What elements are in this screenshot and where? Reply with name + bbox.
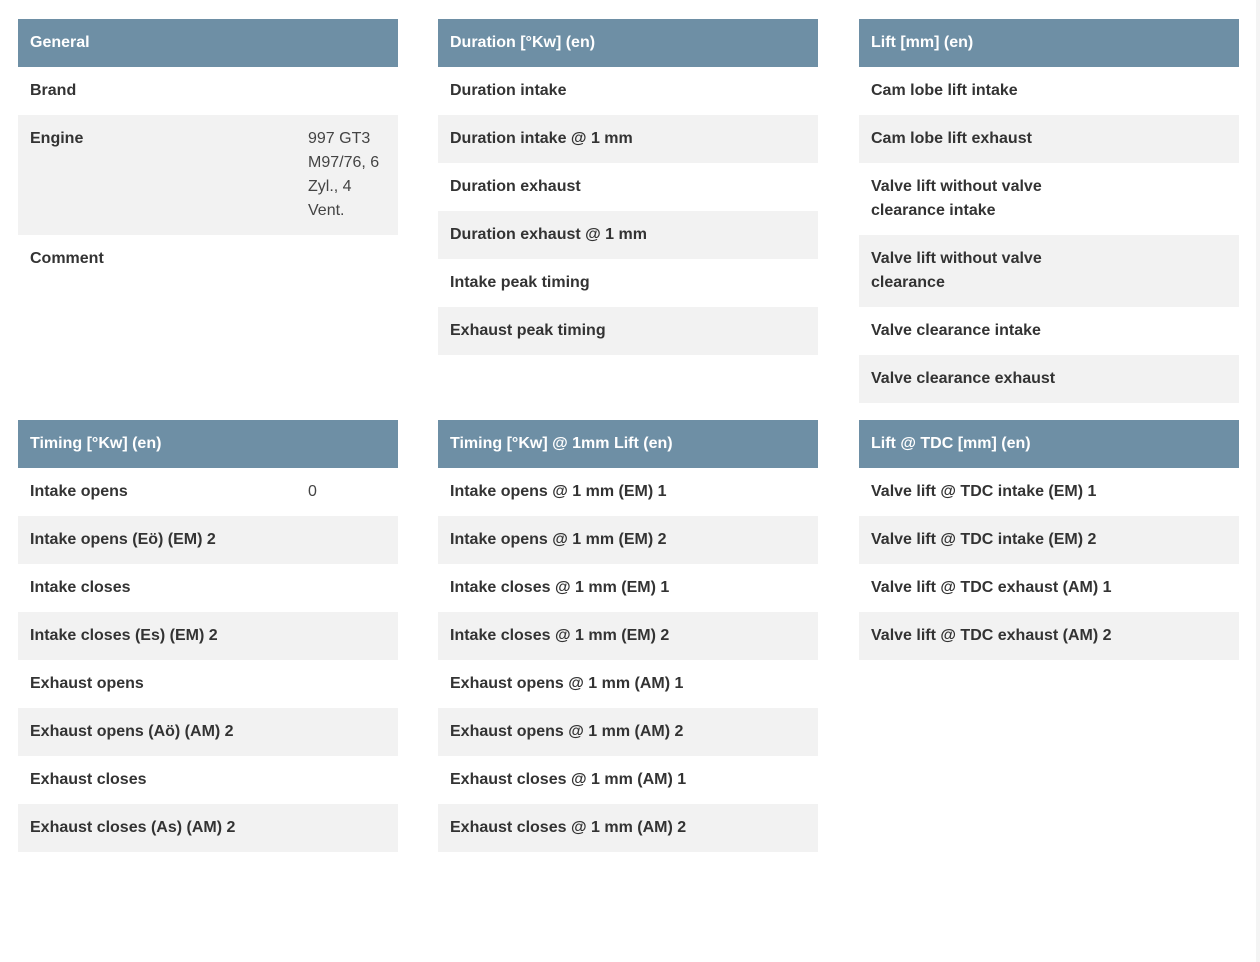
table-row [438,67,818,115]
table-row [859,307,1239,355]
table-row [859,564,1239,612]
table-row [438,708,818,756]
panel-timing-1mm [438,420,818,852]
table-row [438,468,818,516]
table-row [18,708,398,756]
row-label: Exhaust closes (As) (AM) 2 [30,819,236,836]
table-row [438,307,818,355]
row-label: Intake opens [30,483,128,500]
row-label: Exhaust peak timing [450,322,606,339]
row-label: Duration exhaust [450,178,581,195]
row-label: Valve clearance exhaust [871,370,1056,387]
table-row [18,612,398,660]
row-label: Intake opens @ 1 mm (EM) 2 [450,531,667,548]
row-label: Cam lobe lift exhaust [871,130,1032,147]
panel-title: Duration [°Kw] (en) [438,19,818,67]
table-row [438,211,818,259]
row-label: Intake closes (Es) (EM) 2 [30,627,218,644]
table-row [859,235,1239,307]
row-label: Exhaust opens (Aö) (AM) 2 [30,723,234,740]
panel-general [18,19,398,283]
row-label: Intake opens (Eö) (EM) 2 [30,531,216,548]
row-label: Intake closes [30,579,131,596]
row-label: Exhaust closes [30,771,147,788]
table-row [438,516,818,564]
row-label: Exhaust closes @ 1 mm (AM) 1 [450,771,687,788]
row-label: Cam lobe lift intake [871,82,1018,99]
table-row [18,564,398,612]
row-label: Engine [30,130,84,147]
row-label: Valve lift @ TDC exhaust (AM) 1 [871,579,1112,596]
panel-lift [859,19,1239,403]
row-label: Valve lift @ TDC intake (EM) 2 [871,531,1097,548]
panel-duration [438,19,818,355]
table-row [438,660,818,708]
row-label: Intake closes @ 1 mm (EM) 1 [450,579,670,596]
row-label: Valve lift without valve clearance [871,250,1042,291]
row-value: 997 GT3 M97/76, 6 Zyl., 4 Vent. [308,130,380,219]
table-row [18,115,398,235]
table-row [18,468,398,516]
table-row [438,564,818,612]
row-label: Valve clearance intake [871,322,1041,339]
table-row [438,612,818,660]
row-label: Exhaust opens @ 1 mm (AM) 1 [450,675,684,692]
row-label: Exhaust opens @ 1 mm (AM) 2 [450,723,684,740]
row-label: Duration exhaust @ 1 mm [450,226,647,243]
table-row [438,115,818,163]
table-row [859,612,1239,660]
row-label: Intake closes @ 1 mm (EM) 2 [450,627,670,644]
table-row [18,804,398,852]
panel-title: Lift [mm] (en) [859,19,1239,67]
table-row [859,516,1239,564]
table-row [859,67,1239,115]
scrollbar-track[interactable] [1256,0,1260,962]
table-row [859,115,1239,163]
table-row [18,516,398,564]
row-label: Valve lift @ TDC exhaust (AM) 2 [871,627,1112,644]
row-label: Comment [30,250,104,267]
table-row [18,235,398,283]
row-label: Intake opens @ 1 mm (EM) 1 [450,483,667,500]
row-label: Exhaust closes @ 1 mm (AM) 2 [450,819,687,836]
table-row [438,259,818,307]
panel-title: Timing [°Kw] (en) [18,420,398,468]
table-row [438,163,818,211]
row-label: Brand [30,82,77,99]
panel-title: General [18,19,398,67]
row-label: Valve lift without valve clearance intake [871,178,1042,219]
row-label: Valve lift @ TDC intake (EM) 1 [871,483,1097,500]
row-label: Duration intake @ 1 mm [450,130,633,147]
table-row [859,355,1239,403]
panel-lift-tdc [859,420,1239,660]
panel-timing [18,420,398,852]
row-label: Duration intake [450,82,567,99]
table-row [438,804,818,852]
row-value: 0 [308,483,317,500]
panel-title: Timing [°Kw] @ 1mm Lift (en) [438,420,818,468]
table-row [18,756,398,804]
table-row [18,660,398,708]
row-label: Exhaust opens [30,675,144,692]
table-row [438,756,818,804]
table-row [859,163,1239,235]
table-row [18,67,398,115]
row-label: Intake peak timing [450,274,590,291]
panel-title: Lift @ TDC [mm] (en) [859,420,1239,468]
table-row [859,468,1239,516]
